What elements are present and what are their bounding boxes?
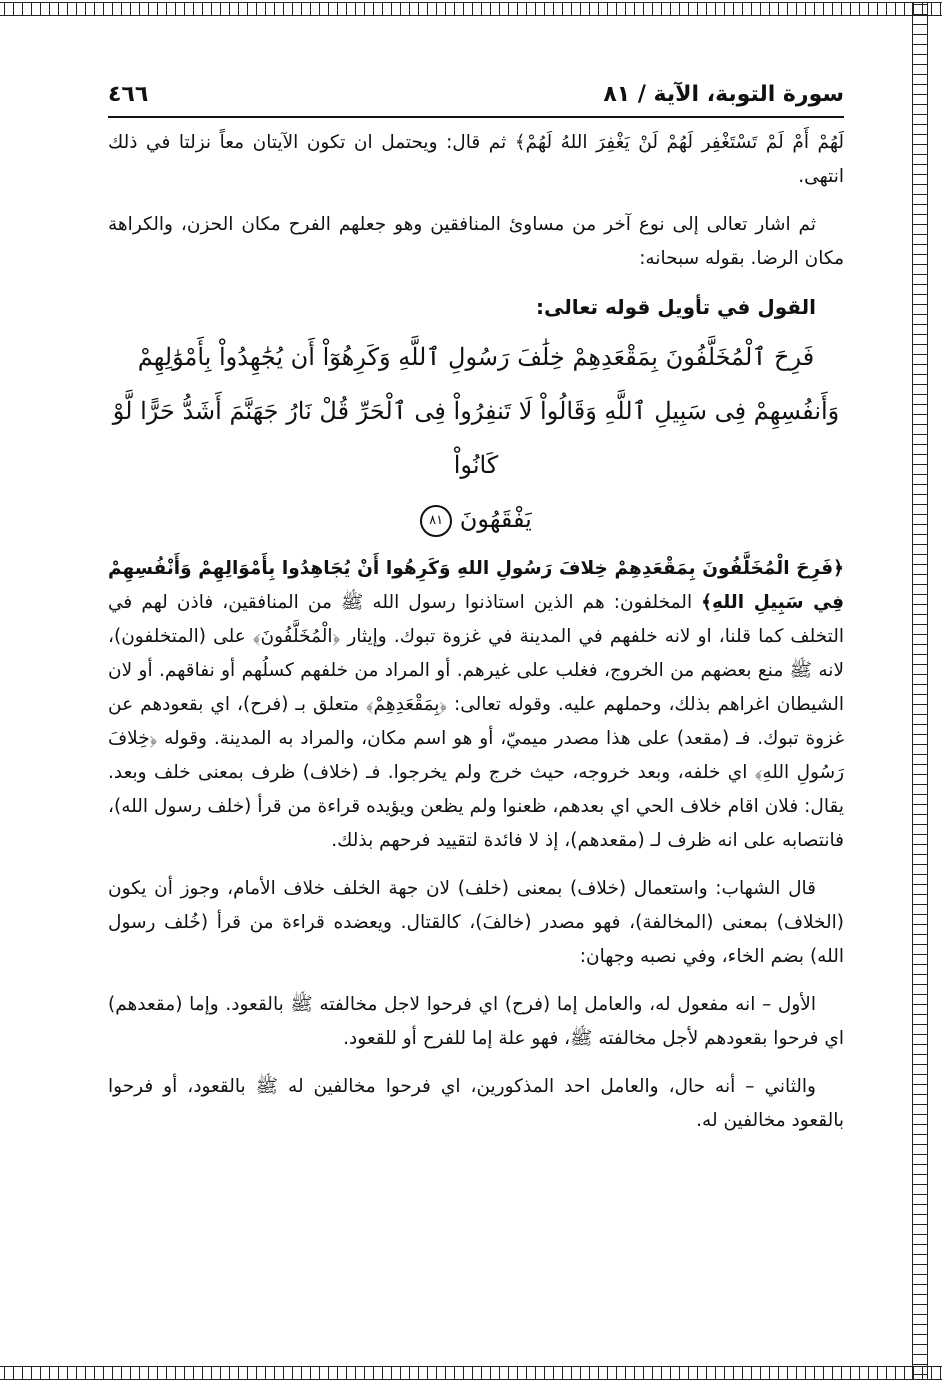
paragraph-4: قال الشهاب: واستعمال (خلاف) بمعنى (خلف) لان جهة الخلف خلاف الأمام، وجوز أن يكون (الخلاف) بمعنى (المخالفة)، فهو مصدر (خالفَ)، كالقتال. ويعضده قراءة من قرأ (خُلف رسول الله) بضم الخاء، وفي نصبه وجهان: [108,878,844,967]
decorative-border-bottom [0,1366,942,1380]
paragraph-2: ثم اشار تعالى إلى نوع آخر من مساوئ المنافقين وهو جعلهم الفرح مكان الحزن، والكراهة مكان الرضا. بقوله سبحانه: [108,214,844,269]
paragraph-5: الأول – انه مفعول له، والعامل إما (فرح) اي فرحوا لاجل مخالفته ﷺ بالقعود. وإما (مقعدهم) اي فرحوا بقعودهم لأجل مخالفته ﷺ، فهو علة إما للفرح أو للقعود. [108,994,844,1049]
verse-quote-bold: ﴿فَرِحَ الْمُخَلَّفُونَ بِمَقْعَدِهِمْ خِلافَ رَسُولِ اللهِ وَكَرِهُوا أَنْ يُجَاهِدُوا بِأَمْوَالِهِمْ وَأَنْفُسِهِمْ فِي سَبِيلِ اللهِ﴾ [108,558,844,613]
decorative-border-top [0,2,942,16]
verse-number-badge: ٨١ [420,505,452,537]
verse-line-3 [108,492,844,546]
page-number: ٤٦٦ [108,81,149,107]
paragraph-1: لَهُمْ أَمْ لَمْ تَسْتَغْفِر لَهُمْ لَنْ يَغْفِرَ اللهُ لَهُمْ﴾ ثم قال: ويحتمل ان تكون الآيتان معاً نزلتا في ذلك انتهى. [108,132,844,187]
paragraph-6: والثاني – أنه حال، والعامل احد المذكورين، اي فرحوا مخالفين له ﷺ بالقعود، أو فرحوا بالقعود مخالفين له. [108,1076,844,1131]
paragraph-3 [108,552,844,858]
verse-line-1: فَرِحَ ٱلْمُخَلَّفُونَ بِمَقْعَدِهِمْ خِلَٰفَ رَسُولِ ٱللَّهِ وَكَرِهُوٓاْ أَن يُجَٰهِدُواْ بِأَمْوَٰلِهِمْ [137,343,815,371]
section-title: القول في تأويل قوله تعالى: [536,295,816,319]
paragraph-3-text: المخلفون: هم الذين استاذنوا رسول الله ﷺ من المنافقين، فاذن لهم في التخلف كما قلنا، او لانه خلفهم في المدينة في غزوة تبوك. وإيثار ﴿الْمُخَلَّفُونَ﴾ على (المتخلفون)، لانه ﷺ منع بعضهم من الخروج، فغلب على غيرهم. أو المراد من خلفهم كسلُهم أو نفاقهم. أو لان الشيطان اغراهم بذلك، وحملهم عليه. وقوله تعالى: ﴿بِمَقْعَدِهِمْ﴾ متعلق بـ (فرح)، اي بقعودهم عن غزوة تبوك. فـ (مقعد) على هذا مصدر ميميّ، أو هو اسم مكان، والمراد به المدينة. وقوله ﴿خِلافَ رَسُولِ اللهِ﴾ اي خلفه، وبعد خروجه، حيث خرج ولم يخرجوا. فـ (خلاف) ظرف بمعنى خلف وبعد. يقال: فلان اقام خلاف الحي اي بعدهم، ظعنوا ولم يظعن ويؤيده قراءة من قرأ (خلف رسول الله)، فانتصابه على انه ظرف لـ (مقعدهم)، إذ لا فائدة لتقييد فرحهم بذلك. [108,592,844,851]
decorative-border-right [912,2,928,1380]
book-page [108,72,844,1362]
verse-line-3-text: يَفْقَهُونَ [459,505,532,533]
verse-line-2: وَأَنفُسِهِمْ فِى سَبِيلِ ٱللَّهِ وَقَالُواْ لَا تَنفِرُواْ فِى ٱلْحَرِّ قُلْ نَارُ جَهَنَّمَ أَشَدُّ حَرًّا لَّوْ كَانُواْ [112,397,840,479]
surah-title: سورة التوبة، الآية / ٨١ [603,81,844,107]
page-content [108,126,844,1138]
quran-verse [108,330,844,546]
page-header [108,72,844,118]
